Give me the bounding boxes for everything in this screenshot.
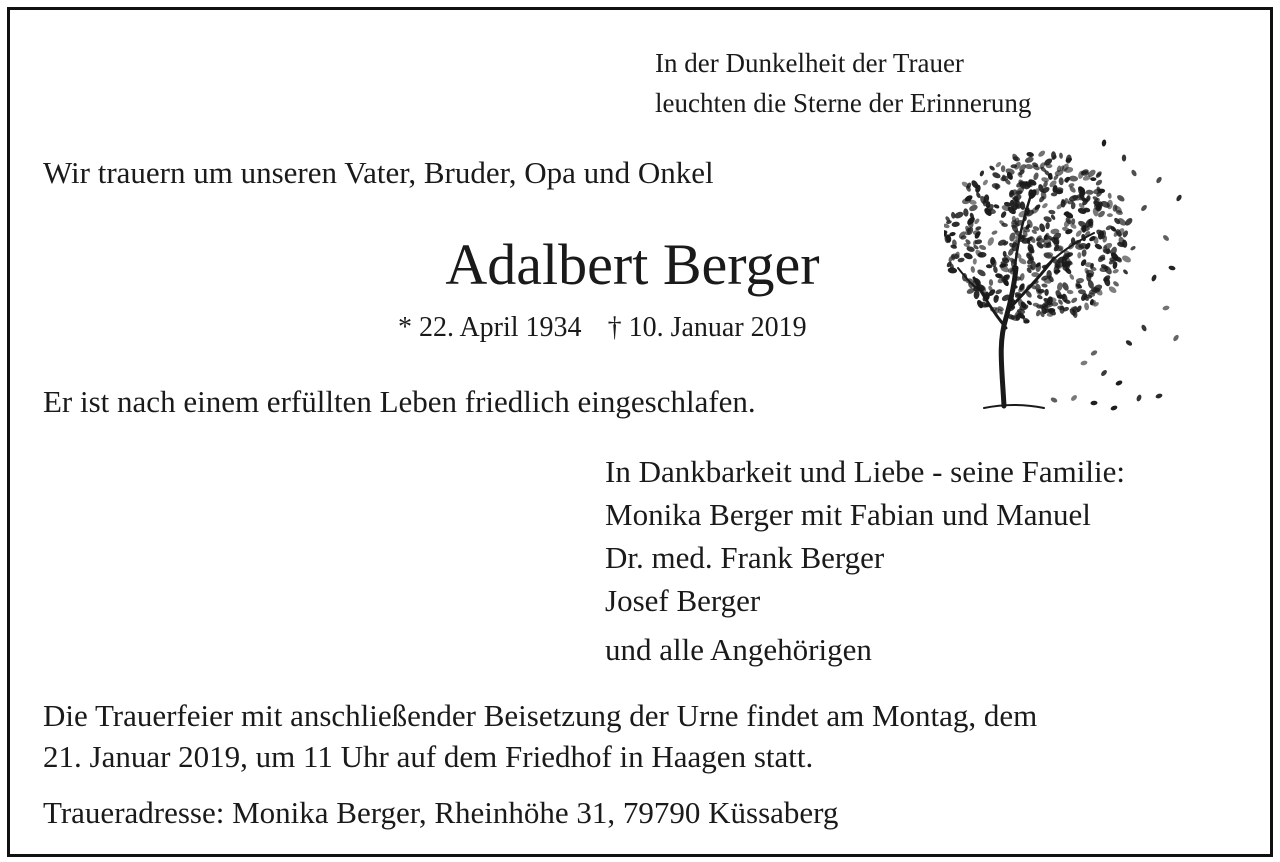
intro-text: Wir trauern um unseren Vater, Bruder, Opa und Onkel xyxy=(43,155,714,190)
family-member: Dr. med. Frank Berger xyxy=(605,540,885,575)
funeral-line-2: 21. Januar 2019, um 11 Uhr auf dem Friedhof in Haagen statt. xyxy=(43,739,814,774)
quote-line-2: leuchten die Sterne der Erinnerung xyxy=(655,88,1032,118)
family-member: Josef Berger xyxy=(605,583,761,618)
funeral-line-1: Die Trauerfeier mit anschließender Beisetzung der Urne findet am Montag, dem xyxy=(43,698,1038,733)
deceased-name: Adalbert Berger xyxy=(445,232,820,297)
address-text: Traueradresse: Monika Berger, Rheinhöhe 31, 79790 Küssaberg xyxy=(43,795,839,830)
birth-date: * 22. April 1934 xyxy=(398,312,582,343)
tree-with-falling-leaves-icon xyxy=(944,128,1188,424)
quote-line-1: In der Dunkelheit der Trauer xyxy=(655,48,964,78)
family-heading: In Dankbarkeit und Liebe - seine Familie: xyxy=(605,454,1125,489)
life-dates xyxy=(398,314,807,342)
statement-text: Er ist nach einem erfüllten Leben friedlich eingeschlafen. xyxy=(43,384,756,419)
death-date: † 10. Januar 2019 xyxy=(607,312,807,343)
family-closing: und alle Angehörigen xyxy=(605,632,872,667)
family-member: Monika Berger mit Fabian und Manuel xyxy=(605,497,1091,532)
